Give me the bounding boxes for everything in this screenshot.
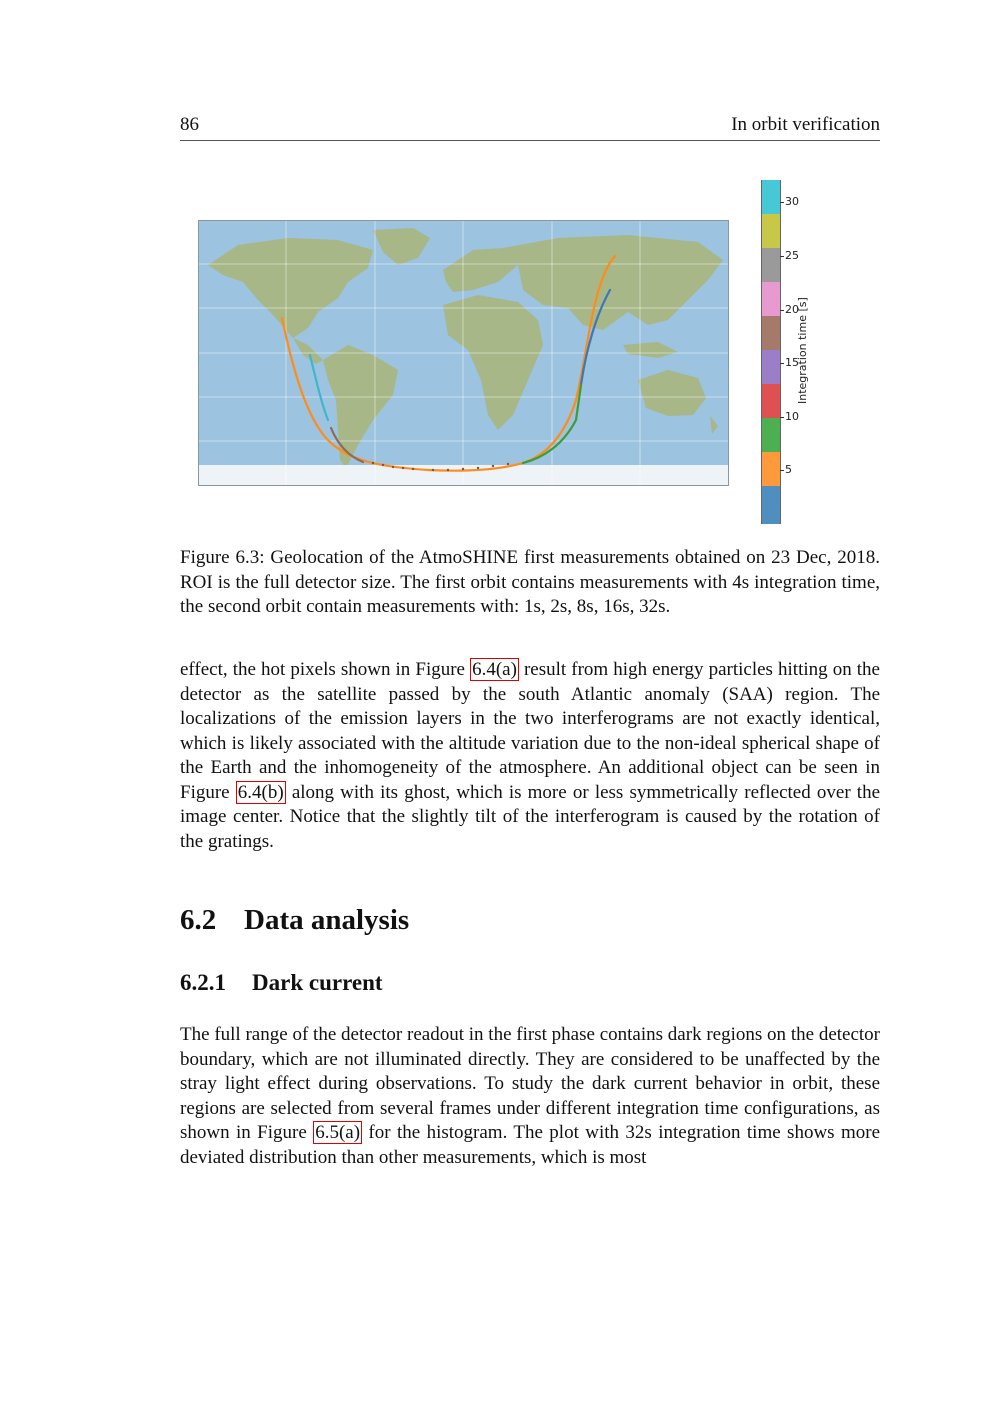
body-paragraph [180, 1023, 880, 1170]
section-title: Data analysis [244, 904, 410, 936]
colorbar-tick-label: 10 [785, 410, 799, 423]
colorbar-segment [761, 180, 781, 214]
subsection-title: Dark current [252, 970, 383, 995]
colorbar-segment [761, 418, 781, 452]
world-map [198, 220, 729, 486]
paragraph-text: along with its ghost, which is more or less symmetrically reflected over the image center. Notice that the slightly tilt of the interferogram is caused by the rotation of the gratings. [180, 781, 881, 852]
colorbar-tick-label: 25 [785, 249, 799, 262]
figure-ref-link[interactable]: 6.5(a) [315, 1122, 361, 1143]
colorbar-segment [761, 248, 781, 282]
subsection-heading [180, 970, 383, 996]
colorbar-tick-label: 30 [785, 195, 799, 208]
page-number: 86 [180, 114, 199, 135]
figure-caption: Figure 6.3: Geolocation of the AtmoSHINE first measurements obtained on 23 Dec, 2018. ROI is the full detector size. The first orbit contains measurements with 4s integration time, the second orbit contain measurements with: 1s, 2s, 8s, 16s, 32s. [180, 547, 880, 617]
paragraph-text: for the histogram. The plot with 32s integration time shows more deviated distribution than other measurements, which is most [180, 1122, 881, 1168]
running-title: In orbit verification [731, 114, 880, 135]
colorbar-tick-label: 5 [785, 463, 792, 476]
figure-ref-link[interactable]: 6.4(a) [472, 659, 517, 680]
colorbar-segment [761, 282, 781, 316]
colorbar-axis-label: Integration time [s] [796, 297, 809, 404]
figure-geolocation [198, 178, 838, 528]
colorbar-tick-label: 20 [785, 303, 799, 316]
page-header [180, 114, 880, 141]
section-heading [180, 904, 409, 937]
figure-ref-link[interactable]: 6.4(b) [237, 781, 284, 803]
colorbar-segment [761, 316, 781, 350]
colorbar-segment [761, 452, 781, 486]
colorbar-segment [761, 214, 781, 248]
colorbar-segment [761, 486, 781, 524]
paragraph-text: The full range of the detector readout in the first phase contains dark regions on the detector boundary, which are not illuminated directly. They are considered to be unaffected by the stray light effect during observations. To study the dark current behavior in orbit, these regions are selected from several frames under different integration time configurations, as shown in Figure [180, 1024, 880, 1143]
section-number: 6.2 [180, 904, 217, 936]
colorbar-segment [761, 350, 781, 384]
subsection-number: 6.2.1 [180, 970, 226, 995]
paragraph-text: result from high energy particles hitting on the detector as the satellite passed by the south Atlantic anomaly (SAA) region. The localizations of the emission layers in the two interferograms are not exactly identical, which is likely associated with the altitude variation due to the non-ideal spherical shape of the Earth and the inhomogeneity of the atmosphere. An additional object can be seen in Figure [180, 659, 880, 803]
body-paragraph [180, 658, 880, 854]
colorbar-segment [761, 384, 781, 418]
paragraph-text: effect, the hot pixels shown in Figure [180, 659, 471, 680]
colorbar-tick-label: 15 [785, 356, 799, 369]
